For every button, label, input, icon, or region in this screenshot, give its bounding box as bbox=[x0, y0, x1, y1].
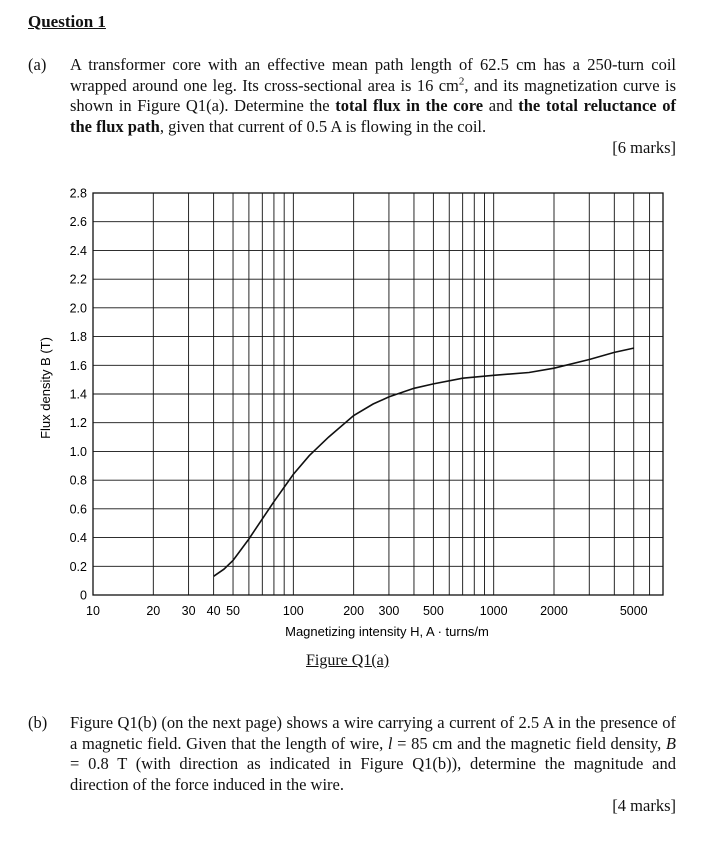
part-a-text-3: and bbox=[483, 96, 519, 115]
y-tick-label: 2.4 bbox=[69, 243, 87, 258]
chart-grid bbox=[93, 193, 663, 595]
x-tick-label: 1000 bbox=[479, 604, 508, 618]
part-b-var-b: B bbox=[665, 733, 676, 753]
y-tick-label: 0.8 bbox=[69, 473, 87, 488]
x-tick-label: 40 bbox=[206, 604, 221, 618]
y-axis-label: Flux density B (T) bbox=[38, 337, 53, 439]
x-tick-label: 10 bbox=[86, 604, 100, 618]
part-b-var-l: l bbox=[387, 733, 393, 753]
y-tick-label: 0.2 bbox=[69, 559, 87, 574]
x-tick-label: 5000 bbox=[619, 604, 648, 618]
part-a-bold-total-flux: total flux in the core bbox=[335, 96, 484, 115]
x-tick-label: 30 bbox=[181, 604, 196, 618]
part-b-label: (b) bbox=[28, 713, 48, 732]
y-tick-label: 2.0 bbox=[69, 301, 87, 316]
part-b-text-1: Figure Q1(b) (on the next page) shows a wire carrying a current of 2.5 A in the presence of a magnetic field. Given that the length of wire, bbox=[70, 713, 676, 753]
part-a-superscript: 2 bbox=[458, 75, 465, 87]
x-tick-label: 100 bbox=[282, 604, 304, 618]
y-tick-label: 0.4 bbox=[69, 531, 87, 546]
y-tick-label: 0 bbox=[80, 588, 87, 603]
x-axis-label: Magnetizing intensity H, A · turns/m bbox=[285, 624, 489, 639]
magnetization-curve bbox=[214, 348, 634, 576]
x-tick-label: 200 bbox=[343, 604, 365, 618]
y-tick-label: 1.6 bbox=[69, 358, 87, 373]
y-tick-label: 1.4 bbox=[69, 387, 87, 402]
part-a-marks: [6 marks] bbox=[612, 138, 676, 157]
figure-caption: Figure Q1(a) bbox=[306, 652, 390, 669]
part-b-text-3: = 0.8 T (with direction as indicated in Figure Q1(b)), determine the magnitude and direction of the force induced in the wire. bbox=[70, 754, 676, 794]
y-tick-label: 2.8 bbox=[69, 186, 87, 201]
part-a-label: (a) bbox=[28, 55, 47, 74]
y-tick-label: 2.2 bbox=[69, 272, 87, 287]
part-b-text bbox=[70, 713, 676, 795]
part-a-text-4: , given that current of 0.5 A is flowing in the coil. bbox=[159, 116, 487, 136]
chart-ticks bbox=[70, 187, 648, 619]
x-tick-label: 20 bbox=[146, 604, 161, 618]
y-tick-label: 1.0 bbox=[69, 444, 87, 459]
x-tick-label: 500 bbox=[422, 604, 444, 618]
y-tick-label: 2.6 bbox=[69, 215, 87, 230]
part-a-text-1: A transformer core with an effective mean path length of 62.5 cm has a 250-turn coil wrapped around one leg. Its cross-sectional area is 16 cm bbox=[70, 55, 676, 95]
y-tick-label: 1.8 bbox=[69, 330, 87, 345]
y-tick-label: 0.6 bbox=[69, 502, 87, 517]
part-a-bold-reluctance: the total reluctance of the flux path bbox=[70, 96, 676, 136]
y-tick-label: 1.2 bbox=[69, 416, 87, 431]
x-tick-label: 300 bbox=[378, 604, 400, 618]
part-b-text-2: = 85 cm and the magnetic field density, bbox=[392, 733, 666, 753]
x-tick-label: 2000 bbox=[540, 604, 568, 618]
part-b-marks: [4 marks] bbox=[612, 796, 676, 815]
part-a-text-2: , and its magnetization curve is shown in Figure Q1(a). Determine the bbox=[70, 75, 676, 115]
x-tick-label: 50 bbox=[226, 604, 240, 618]
question-title: Question 1 bbox=[28, 12, 106, 31]
